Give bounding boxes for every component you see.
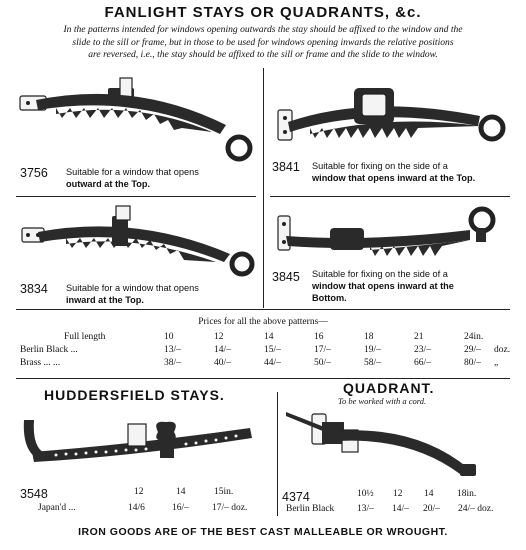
- table-cell: 18: [364, 331, 374, 342]
- table-cell: 23/–: [414, 344, 431, 355]
- price-value: 24/– doz.: [458, 504, 494, 514]
- intro-line: slide to the sill or frame, but in those to be used for windows opening inwards the relative positions: [72, 36, 454, 48]
- table-row: [20, 343, 510, 356]
- table-cell: 38/–: [164, 357, 181, 368]
- price-row-label: Berlin Black: [286, 504, 335, 514]
- vertical-divider: [263, 68, 264, 308]
- table-cell: [494, 330, 510, 343]
- table-cell: 10: [164, 331, 174, 342]
- table-row: [20, 330, 510, 343]
- item-code: 3756: [20, 166, 48, 180]
- intro-line: are reversed, i.e., the stay should be affixed to the sill or frame and the slide to the window.: [88, 49, 438, 60]
- size-label: 12: [134, 487, 144, 497]
- description-line: Suitable for a window that opens: [66, 167, 199, 177]
- price-value: 16/–: [172, 503, 189, 513]
- item-description: [312, 160, 512, 184]
- page-title: FANLIGHT STAYS OR QUADRANTS, &c.: [104, 4, 422, 21]
- item-code: 3841: [272, 160, 300, 174]
- table-cell: 13/–: [164, 344, 181, 355]
- item-code: 3834: [20, 282, 48, 296]
- stay-3756-illustration: [16, 70, 256, 165]
- table-cell: 21: [414, 331, 424, 342]
- price-value: 14/–: [392, 504, 409, 514]
- price-value: 13/–: [357, 504, 374, 514]
- table-cell: 19/–: [364, 344, 381, 355]
- table-cell: Berlin Black ...: [20, 344, 78, 355]
- table-cell: 14/–: [214, 344, 231, 355]
- item-description: [66, 282, 256, 306]
- table-row: [20, 356, 510, 369]
- stay-3845-illustration: [270, 200, 510, 270]
- table-cell: 15/–: [264, 344, 281, 355]
- price-value: 14/6: [128, 503, 145, 513]
- quadrant-subtitle: To be worked with a cord.: [338, 396, 427, 406]
- table-cell: Brass ... ...: [20, 357, 61, 368]
- table-cell: 50/–: [314, 357, 331, 368]
- horizontal-divider: [16, 196, 256, 197]
- price-value: 17/– doz.: [212, 503, 248, 513]
- description-line: window that opens inward at the: [312, 281, 454, 291]
- horizontal-divider: [270, 196, 510, 197]
- intro-line: In the patterns intended for windows opening outwards the stay should be affixed to the window and the: [63, 24, 463, 35]
- price-value: 20/–: [423, 504, 440, 514]
- footer-note: IRON GOODS ARE OF THE BEST CAST MALLEABLE OR WROUGHT.: [78, 526, 448, 538]
- description-line: outward at the Top.: [66, 179, 151, 189]
- description-line: inward at the Top.: [66, 295, 144, 305]
- size-label: 10½: [357, 489, 374, 499]
- size-label: 18in.: [457, 489, 477, 499]
- stay-3834-illustration: [16, 200, 256, 280]
- item-code: 3548: [20, 487, 48, 501]
- size-label: 12: [393, 489, 403, 499]
- huddersfield-title: HUDDERSFIELD STAYS.: [44, 387, 225, 403]
- stay-3841-illustration: [270, 70, 510, 165]
- size-label: 14: [176, 487, 186, 497]
- table-cell: 17/–: [314, 344, 331, 355]
- table-cell: Full length: [64, 331, 106, 342]
- huddersfield-stay-illustration: [16, 408, 266, 478]
- table-cell: 12: [214, 331, 224, 342]
- table-cell: 58/–: [364, 357, 381, 368]
- size-label: 14: [424, 489, 434, 499]
- table-cell: doz.: [494, 344, 511, 355]
- item-code: 3845: [272, 270, 300, 284]
- description-line: Suitable for fixing on the side of a: [312, 161, 448, 171]
- description-line: Suitable for a window that opens: [66, 283, 199, 293]
- vertical-divider: [277, 392, 278, 516]
- table-cell: 16: [314, 331, 324, 342]
- horizontal-divider: [16, 309, 510, 310]
- item-description: [66, 166, 256, 190]
- description-line: Bottom.: [312, 293, 347, 303]
- table-cell: 66/–: [414, 357, 431, 368]
- table-cell: 14: [264, 331, 274, 342]
- prices-table: [20, 330, 510, 369]
- prices-heading: Prices for all the above patterns—: [198, 317, 328, 327]
- horizontal-divider: [16, 378, 510, 379]
- item-code: 4374: [282, 490, 310, 504]
- description-line: Suitable for fixing on the side of a: [312, 269, 448, 279]
- intro-text: [14, 24, 512, 62]
- table-cell: 40/–: [214, 357, 231, 368]
- table-cell: 44/–: [264, 357, 281, 368]
- price-row-label: Japan'd ...: [38, 503, 76, 513]
- table-cell: 24in.: [464, 331, 484, 342]
- item-description: [312, 268, 512, 304]
- table-cell: 29/–: [464, 344, 481, 355]
- quadrant-illustration: [282, 402, 512, 484]
- description-line: window that opens inward at the Top.: [312, 173, 476, 183]
- table-cell: „: [494, 357, 499, 368]
- quadrant-title: QUADRANT.: [343, 380, 435, 396]
- size-label: 15in.: [214, 487, 234, 497]
- table-cell: 80/–: [464, 357, 481, 368]
